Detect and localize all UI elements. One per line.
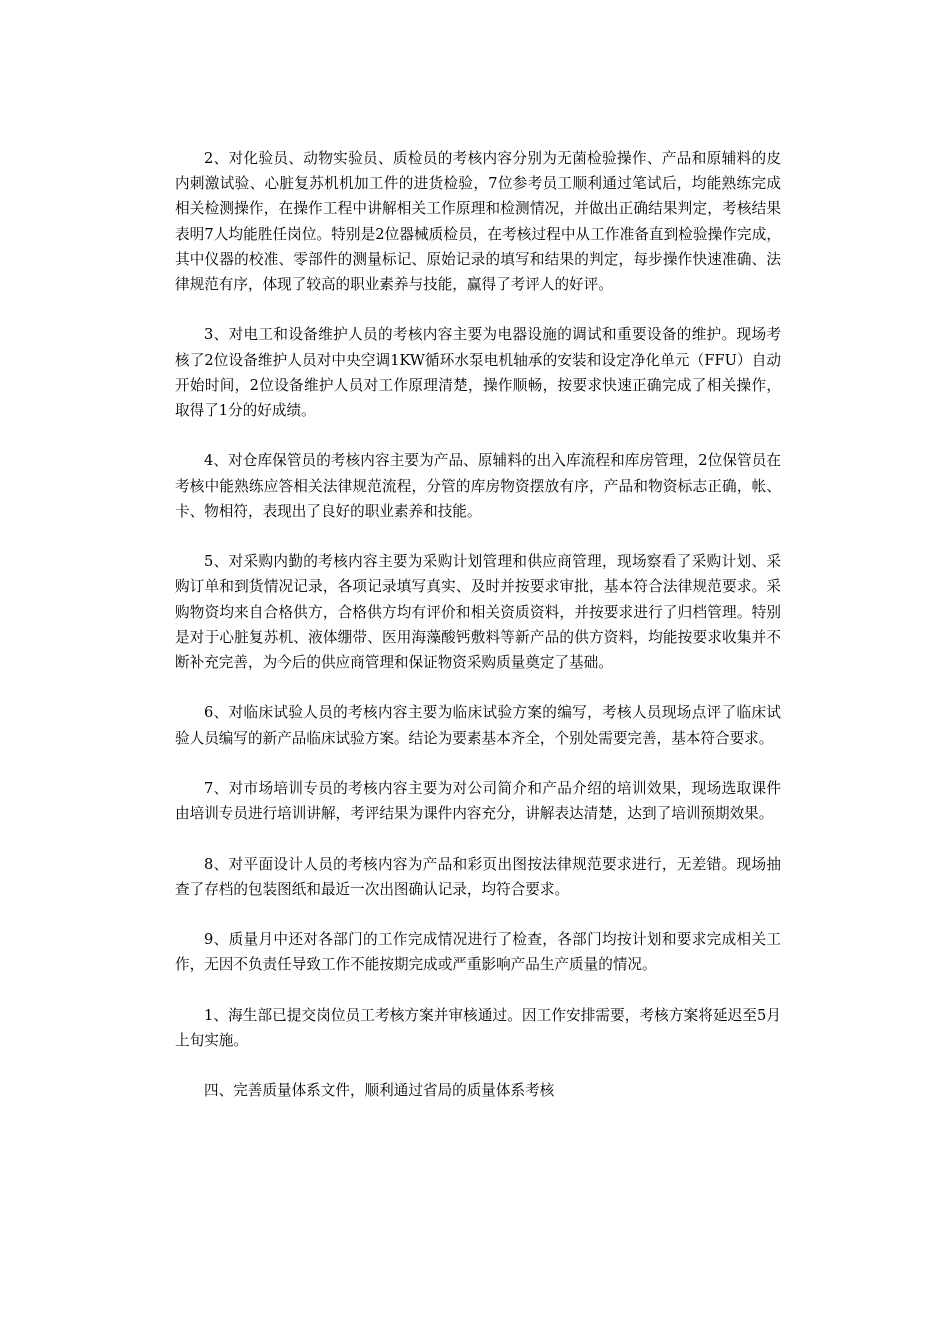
paragraph-lab-staff-assessment: 2、对化验员、动物实验员、质检员的考核内容分别为无菌检验操作、产品和原辅料的皮内刺激试验、心脏复苏机机加工件的进货检验，7位参考员工顺利通过笔试后，均能熟练完成相关检测操作，在操作工程中讲解相关工作原理和检测情况，并做出正确结果判定，考核结果表明7人均能胜任岗位。特别是2位器械质检员，在考核过程中从工作准备直到检验操作完成，其中仪器的校准、零部件的测量标记、原始记录的填写和结果的判定，每步操作快速准确、法律规范有序，体现了较高的职业素养与技能，赢得了考评人的好评。 <box>175 150 781 294</box>
paragraph-market-training-assessment: 7、对市场培训专员的考核内容主要为对公司简介和产品介绍的培训效果，现场选取课件由培训专员进行培训讲解，考评结果为课件内容充分，讲解表达清楚，达到了培训预期效果。 <box>175 780 781 823</box>
paragraph-clinical-trial-assessment: 6、对临床试验人员的考核内容主要为临床试验方案的编写，考核人员现场点评了临床试验人员编写的新产品临床试验方案。结论为要素基本齐全，个别处需要完善，基本符合要求。 <box>175 704 781 747</box>
paragraph-procurement-assessment: 5、对采购内勤的考核内容主要为采购计划管理和供应商管理，现场察看了采购计划、采购订单和到货情况记录，各项记录填写真实、及时并按要求审批，基本符合法律规范要求。采购物资均来自合格供方，合格供方均有评价和相关资质资料，并按要求进行了归档管理。特别是对于心脏复苏机、液体绷带、医用海藻酸钙敷料等新产品的供方资料，均能按要求收集并不断补充完善，为今后的供应商管理和保证物资采购质量奠定了基础。 <box>175 553 781 672</box>
document-body <box>175 146 781 1104</box>
paragraph-equipment-maintenance-assessment: 3、对电工和设备维护人员的考核内容主要为电器设施的调试和重要设备的维护。现场考核了2位设备维护人员对中央空调1KW循环水泵电机轴承的安装和设定净化单元（FFU）自动开始时间，2位设备维护人员对工作原理清楚，操作顺畅，按要求快速正确完成了相关操作，取得了1分的好成绩。 <box>175 326 781 420</box>
paragraph-graphic-design-assessment: 8、对平面设计人员的考核内容为产品和彩页出图按法律规范要求进行，无差错。现场抽查了存档的包装图纸和最近一次出图确认记录，均符合要求。 <box>175 855 781 898</box>
paragraph-haisheng-department: 1、海生部已提交岗位员工考核方案并审核通过。因工作安排需要，考核方案将延迟至5月上旬实施。 <box>175 1006 781 1049</box>
paragraph-department-inspection: 9、质量月中还对各部门的工作完成情况进行了检查，各部门均按计划和要求完成相关工作，无因不负责任导致工作不能按期完成或严重影响产品生产质量的情况。 <box>175 931 781 974</box>
paragraph-warehouse-assessment: 4、对仓库保管员的考核内容主要为产品、原辅料的出入库流程和库房管理，2位保管员在考核中能熟练应答相关法律规范流程，分管的库房物资摆放有序，产品和物资标志正确，帐、卡、物相符，表现出了良好的职业素养和技能。 <box>175 452 781 520</box>
section-heading-quality-system: 四、完善质量体系文件，顺利通过省局的质量体系考核 <box>204 1082 555 1100</box>
